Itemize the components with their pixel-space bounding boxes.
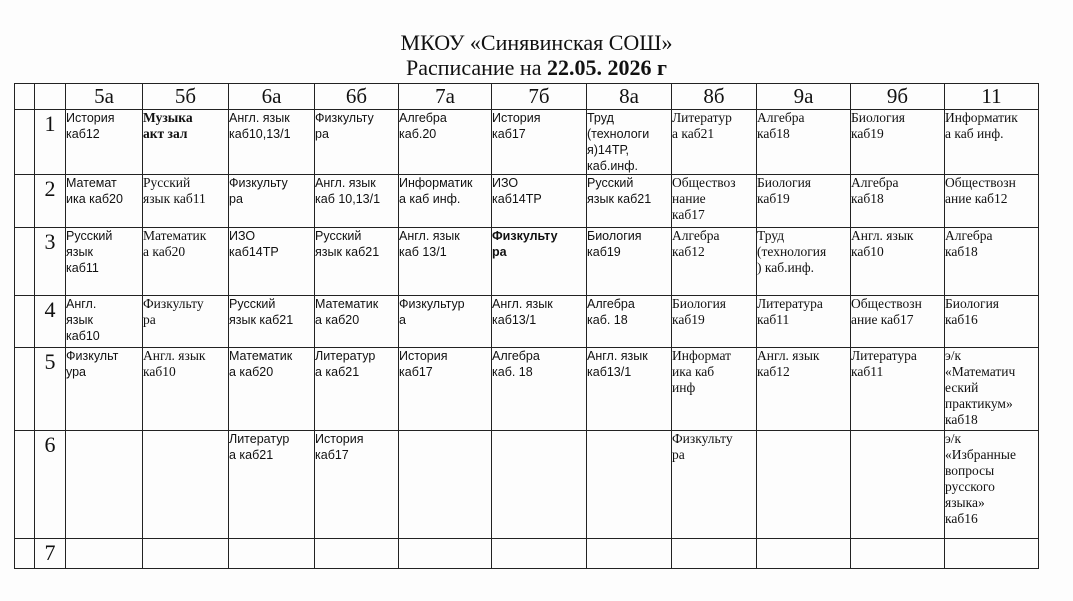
lesson-row [15,539,1039,569]
lesson-row [15,348,1039,431]
lesson-cell [945,110,1039,175]
grade-header: 9а [757,84,851,110]
page-title: МКОУ «Синявинская СОШ» [400,30,673,55]
lesson-text: ИЗО каб14ТР [492,176,542,206]
lesson-row [15,431,1039,539]
lesson-text: Литератур а каб21 [315,349,376,379]
lesson-text: ИЗО каб14ТР [229,229,279,259]
lesson-text: Алгебра каб12 [672,228,720,259]
lesson-cell [851,431,945,539]
subtitle-date: 22.05. 2026 г [546,55,667,80]
lesson-cell [399,539,492,569]
lesson-text: Алгебра каб. 18 [492,349,540,379]
number-header-cell [35,84,66,110]
lesson-number: 7 [35,539,66,569]
lesson-cell [851,175,945,228]
lesson-cell [143,110,229,175]
lesson-text: Англ. язык каб13/1 [587,349,648,379]
grade-header: 9б [851,84,945,110]
lesson-text: Англ. язык каб10 [66,297,100,343]
lesson-number: 6 [35,431,66,539]
margin-cell [15,431,35,539]
lesson-row [15,110,1039,175]
lesson-cell [66,110,143,175]
lesson-text: Информатик а каб инф. [399,176,473,206]
margin-cell [15,175,35,228]
lesson-text: Англ. язык каб13/1 [492,297,553,327]
lesson-cell [587,539,672,569]
lesson-text: Физкульту ра [672,431,733,462]
lesson-number: 4 [35,296,66,348]
lesson-text: Математ ика каб20 [66,176,123,206]
lesson-cell [492,110,587,175]
lesson-cell [757,539,851,569]
grade-header: 8б [672,84,757,110]
lesson-text: Русский язык каб21 [315,229,380,259]
lesson-cell [672,228,757,296]
lesson-cell [757,431,851,539]
lesson-cell [672,539,757,569]
lesson-cell [587,296,672,348]
lesson-text: Русский язык каб21 [587,176,652,206]
lesson-cell [66,431,143,539]
lesson-cell [587,110,672,175]
lesson-text: Математик а каб20 [143,228,207,259]
lesson-text: Англ. язык каб 13/1 [399,229,460,259]
lesson-cell [399,175,492,228]
grade-header: 11 [945,84,1039,110]
lesson-cell [757,228,851,296]
lesson-text: Физкульт ура [66,349,119,379]
lesson-cell [399,110,492,175]
lesson-text: Физкульту ра [229,176,288,206]
lesson-text: Обществозн ание каб17 [851,296,922,327]
lesson-cell [66,175,143,228]
lesson-text: Русский язык каб11 [66,229,113,275]
lesson-cell [672,110,757,175]
lesson-cell [492,348,587,431]
lesson-cell [143,539,229,569]
lesson-cell [229,228,315,296]
lesson-cell [399,296,492,348]
lesson-text: Биология каб16 [945,296,1000,327]
lesson-row [15,175,1039,228]
margin-cell [15,110,35,175]
lesson-cell [399,348,492,431]
lesson-cell [315,110,399,175]
grade-header: 5б [143,84,229,110]
lesson-cell [757,296,851,348]
lesson-text: Литература каб11 [757,296,823,327]
lesson-text: Биология каб19 [757,175,812,206]
lesson-cell [851,110,945,175]
lesson-text: э/к «Математич еский практикум» каб18 [945,348,1016,427]
lesson-text: Биология каб19 [851,110,906,141]
schedule-body [15,110,1039,569]
lesson-text: Русский язык каб21 [229,297,294,327]
lesson-cell [587,175,672,228]
lesson-text: Алгебра каб. 18 [587,297,635,327]
lesson-cell [672,348,757,431]
lesson-cell [945,348,1039,431]
lesson-cell [229,110,315,175]
lesson-text: Физкультур а [399,297,465,327]
lesson-text: Труд (технологи я)14ТР, каб.инф. [587,111,650,173]
lesson-cell [399,431,492,539]
lesson-cell [945,296,1039,348]
lesson-number: 5 [35,348,66,431]
lesson-cell [492,175,587,228]
lesson-text: Биология каб19 [587,229,642,259]
subtitle-prefix: Расписание на [406,55,547,80]
lesson-text: Обществоз нание каб17 [672,175,736,222]
lesson-number: 2 [35,175,66,228]
grade-header: 5а [66,84,143,110]
lesson-text: Информат ика каб инф [672,348,732,395]
lesson-cell [229,348,315,431]
lesson-text: Математик а каб20 [229,349,293,379]
lesson-cell [229,539,315,569]
lesson-cell [315,348,399,431]
lesson-cell [229,431,315,539]
lesson-cell [143,348,229,431]
lesson-text: Литература каб11 [851,348,917,379]
lesson-text: Англ. язык каб10 [851,228,914,259]
schedule-table [14,83,1039,569]
grade-header: 8а [587,84,672,110]
margin-cell [15,348,35,431]
lesson-text: Физкульту ра [315,111,374,141]
lesson-cell [229,296,315,348]
lesson-cell [66,539,143,569]
lesson-row [15,228,1039,296]
lesson-cell [315,539,399,569]
lesson-cell [672,431,757,539]
lesson-cell [851,539,945,569]
lesson-text: Биология каб19 [672,296,727,327]
lesson-text: Англ. язык каб12 [757,348,820,379]
lesson-text: Обществозн ание каб12 [945,175,1016,206]
lesson-cell [587,228,672,296]
lesson-text: э/к «Избранные вопросы русского языка» каб16 [945,431,1016,526]
lesson-cell [757,110,851,175]
lesson-cell [143,431,229,539]
lesson-cell [315,175,399,228]
lesson-text: Информатик а каб инф. [945,110,1018,141]
lesson-cell [672,175,757,228]
lesson-text: Русский язык каб11 [143,175,206,206]
lesson-number: 1 [35,110,66,175]
lesson-cell [587,431,672,539]
lesson-row [15,296,1039,348]
grade-header: 6а [229,84,315,110]
lesson-cell [672,296,757,348]
lesson-cell [945,228,1039,296]
lesson-cell [315,431,399,539]
lesson-cell [492,431,587,539]
lesson-text: Алгебра каб18 [851,175,899,206]
lesson-cell [143,296,229,348]
lesson-text: Труд (технология ) каб.инф. [757,228,827,275]
lesson-number: 3 [35,228,66,296]
grade-header: 7б [492,84,587,110]
lesson-cell [229,175,315,228]
corner-cell [15,84,35,110]
lesson-cell [945,175,1039,228]
lesson-cell [315,296,399,348]
lesson-text: История каб17 [492,111,541,141]
lesson-cell [492,539,587,569]
lesson-cell [143,228,229,296]
lesson-text: История каб17 [315,432,364,462]
lesson-cell [945,539,1039,569]
grade-header: 6б [315,84,399,110]
lesson-cell [66,348,143,431]
lesson-text: Англ. язык каб10 [143,348,206,379]
lesson-cell [851,228,945,296]
lesson-text: Алгебра каб.20 [399,111,447,141]
lesson-cell [492,296,587,348]
lesson-text: История каб12 [66,111,115,141]
lesson-text: Англ. язык каб 10,13/1 [315,176,381,206]
lesson-cell [945,431,1039,539]
lesson-cell [66,228,143,296]
page-subtitle [0,55,1073,81]
grade-header: 7а [399,84,492,110]
header-row [15,84,1039,110]
lesson-text: Литератур а каб21 [672,110,732,141]
lesson-text: Музыка акт зал [143,110,193,141]
lesson-cell [757,175,851,228]
lesson-cell [143,175,229,228]
lesson-text: Алгебра каб18 [757,110,805,141]
lesson-cell [399,228,492,296]
lesson-cell [66,296,143,348]
margin-cell [15,296,35,348]
lesson-text: Литератур а каб21 [229,432,290,462]
lesson-cell [757,348,851,431]
lesson-text: Физкульту ра [143,296,204,327]
lesson-cell [851,348,945,431]
lesson-cell [587,348,672,431]
lesson-cell [492,228,587,296]
lesson-text: История каб17 [399,349,448,379]
lesson-text: Физкульту ра [492,229,558,259]
margin-cell [15,539,35,569]
lesson-cell [315,228,399,296]
lesson-text: Англ. язык каб10,13/1 [229,111,291,141]
lesson-text: Математик а каб20 [315,297,379,327]
lesson-text: Алгебра каб18 [945,228,993,259]
margin-cell [15,228,35,296]
lesson-cell [851,296,945,348]
